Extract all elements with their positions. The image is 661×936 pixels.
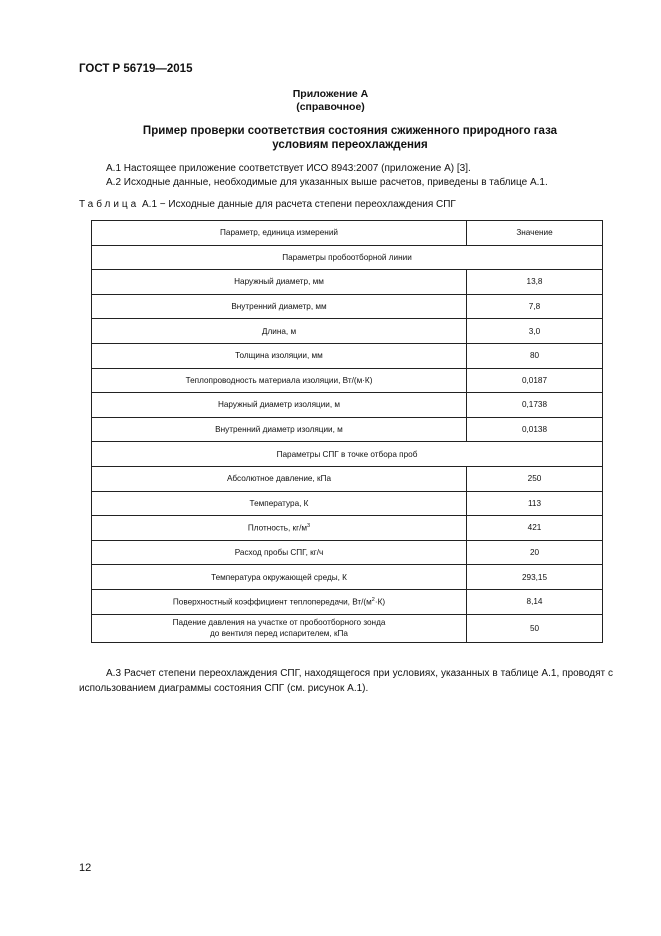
table-row [92, 368, 603, 393]
table-header-row [92, 221, 603, 246]
table-row [92, 466, 603, 491]
standard-number: ГОСТ Р 56719—2015 [79, 63, 193, 75]
paragraph-a1: А.1 Настоящее приложение соответствует ИСО 8943:2007 (приложение А) [3]. [106, 163, 471, 174]
value-cell: 0,0187 [467, 368, 603, 393]
param-cell: Внутренний диаметр изоляции, м [92, 417, 467, 442]
param-cell: Расход пробы СПГ, кг/ч [92, 540, 467, 565]
param-cell: Внутренний диаметр, мм [92, 294, 467, 319]
value-cell: 13,8 [467, 270, 603, 295]
value-cell: 421 [467, 516, 603, 541]
param-superscript: 2 [371, 596, 375, 603]
paragraph-a2: А.2 Исходные данные, необходимые для указанных выше расчетов, приведены в таблице А.1. [106, 177, 548, 188]
table-header-value: Значение [467, 221, 603, 246]
table-caption-label: Таблица [79, 199, 140, 210]
table-header-param: Параметр, единица измерений [92, 221, 467, 246]
table-caption [79, 199, 456, 210]
annex-title: Приложение А [292, 88, 369, 100]
param-cell [92, 516, 467, 541]
param-cell [92, 614, 467, 642]
group-title-sampling-line: Параметры пробоотборной линии [92, 245, 603, 270]
table-row [92, 294, 603, 319]
table-row [92, 270, 603, 295]
table-group-row [92, 245, 603, 270]
param-text-tail: ·К) [374, 597, 386, 607]
param-cell: Температура, К [92, 491, 467, 516]
value-cell: 7,8 [467, 294, 603, 319]
param-cell [92, 589, 467, 614]
table-row [92, 589, 603, 614]
paragraph-a3: А.3 Расчет степени переохлаждения СПГ, находящегося при условиях, указанных в таблице А.1, проводят с использованием диаграммы состояния СПГ (см. рисунок А.1). [79, 668, 613, 694]
param-text: Плотность, кг/м [247, 523, 308, 533]
section-title [130, 124, 570, 152]
value-cell: 8,14 [467, 589, 603, 614]
param-text: Падение давления на участке от пробоотборного зонда [172, 618, 386, 627]
table-row [92, 319, 603, 344]
value-cell: 293,15 [467, 565, 603, 590]
value-cell: 0,0138 [467, 417, 603, 442]
section-title-line2: условиям переохлаждения [272, 139, 428, 151]
param-cell: Температура окружающей среды, К [92, 565, 467, 590]
param-cell: Наружный диаметр, мм [92, 270, 467, 295]
value-cell: 20 [467, 540, 603, 565]
table-group-row [92, 442, 603, 467]
annex-subtitle: (справочное) [296, 101, 365, 113]
value-cell: 80 [467, 343, 603, 368]
table-row [92, 491, 603, 516]
table-row [92, 540, 603, 565]
table-row [92, 393, 603, 418]
table-row [92, 614, 603, 642]
table-row [92, 417, 603, 442]
param-cell: Длина, м [92, 319, 467, 344]
page-number: 12 [79, 862, 92, 874]
table-row [92, 516, 603, 541]
table-caption-text: А.1 − Исходные данные для расчета степени переохлаждения СПГ [139, 199, 456, 210]
value-cell: 113 [467, 491, 603, 516]
table-row [92, 565, 603, 590]
param-text: Поверхностный коэффициент теплопередачи, Вт/(м [172, 597, 372, 607]
table-row [92, 343, 603, 368]
param-cell: Толщина изоляции, мм [92, 343, 467, 368]
param-cell: Наружный диаметр изоляции, м [92, 393, 467, 418]
group-title-lng-sampling-point: Параметры СПГ в точке отбора проб [92, 442, 603, 467]
value-cell: 0,1738 [467, 393, 603, 418]
value-cell: 250 [467, 466, 603, 491]
value-cell: 50 [467, 614, 603, 642]
section-title-line1: Пример проверки соответствия состояния сжиженного природного газа [142, 125, 558, 137]
param-cell: Теплопроводность материала изоляции, Вт/(м·К) [92, 368, 467, 393]
param-superscript: 3 [307, 523, 311, 530]
param-text-line2: до вентиля перед испарителем, кПа [210, 629, 348, 638]
value-cell: 3,0 [467, 319, 603, 344]
param-cell: Абсолютное давление, кПа [92, 466, 467, 491]
data-table [91, 220, 603, 643]
